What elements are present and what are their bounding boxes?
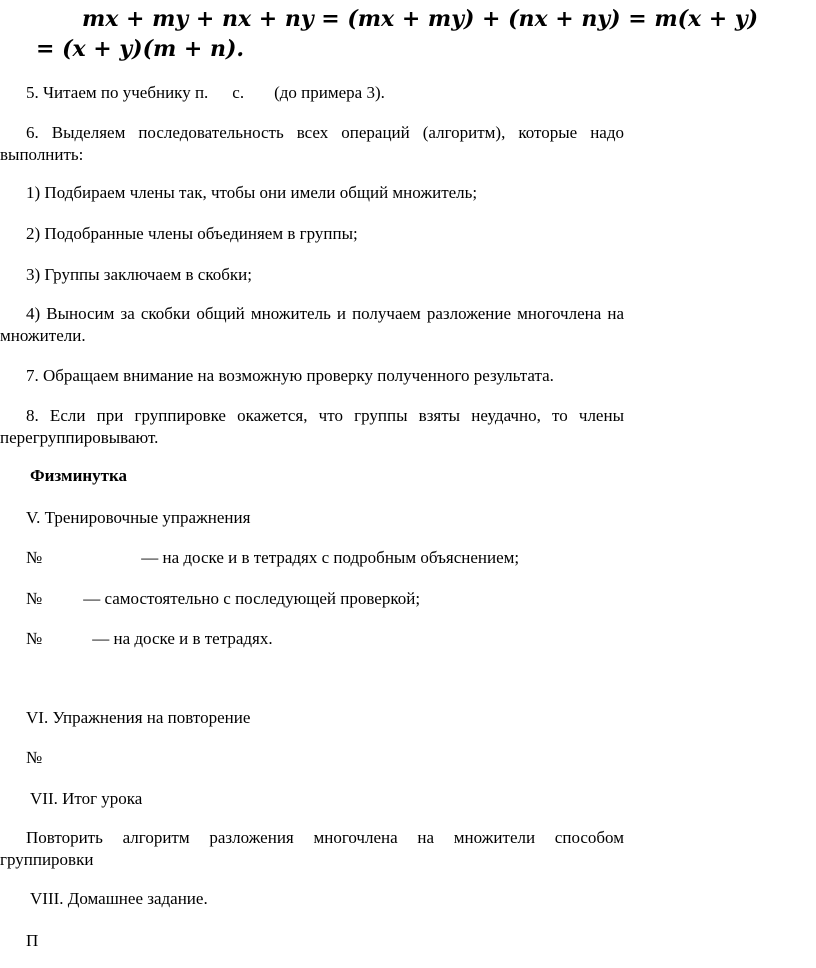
exercise-description: — на доске и в тетрадях с подробным объяснением; bbox=[141, 548, 520, 567]
exercise-item bbox=[26, 547, 519, 569]
step-5-prefix: 5. Читаем по учебнику п. bbox=[26, 83, 209, 102]
step-5-mid: с. bbox=[232, 83, 245, 102]
exercise-number-sign: № bbox=[26, 589, 43, 608]
section-6-number-sign: № bbox=[26, 748, 43, 767]
exercise-description: — на доске и в тетрадях. bbox=[92, 629, 273, 648]
section-7-title: VII. Итог урока bbox=[30, 789, 143, 808]
exercise-number-sign: № bbox=[26, 629, 43, 648]
section-6-title: VI. Упражнения на повторение bbox=[26, 708, 251, 727]
section-8-text: П bbox=[26, 931, 39, 950]
formula-line-2: = (x + y)(m + n). bbox=[36, 36, 245, 62]
section-8-title: VIII. Домашнее задание. bbox=[30, 889, 208, 908]
step-7: 7. Обращаем внимание на возможную проверку полученного результата. bbox=[26, 366, 554, 385]
exercise-item bbox=[26, 588, 420, 610]
step-5 bbox=[26, 82, 385, 104]
formula-line-1: mx + my + nx + ny = (mx + my) + (nx + ny) = m(x + y) bbox=[82, 6, 759, 32]
exercise-description: — самостоятельно с последующей проверкой; bbox=[83, 589, 421, 608]
algorithm-item-4: 4) Выносим за скобки общий множитель и получаем разложение многочлена на множители. bbox=[0, 304, 624, 345]
section-5-title: V. Тренировочные упражнения bbox=[26, 508, 251, 527]
exercise-item bbox=[26, 628, 273, 650]
step-5-suffix: (до примера 3). bbox=[274, 83, 385, 102]
algorithm-item-1: 1) Подбираем члены так, чтобы они имели общий множитель; bbox=[26, 183, 478, 202]
step-6: 6. Выделяем последовательность всех операций (алгоритм), которые надо выполнить: bbox=[0, 123, 624, 164]
section-7-text: Повторить алгоритм разложения многочлена на множители способом группировки bbox=[0, 828, 624, 869]
exercise-number-sign: № bbox=[26, 548, 43, 567]
fizminutka-heading: Физминутка bbox=[30, 466, 128, 485]
algorithm-item-3: 3) Группы заключаем в скобки; bbox=[26, 265, 252, 284]
step-8: 8. Если при группировке окажется, что группы взяты неудачно, то члены перегруппировывают. bbox=[0, 406, 624, 447]
algorithm-item-2: 2) Подобранные члены объединяем в группы; bbox=[26, 224, 358, 243]
